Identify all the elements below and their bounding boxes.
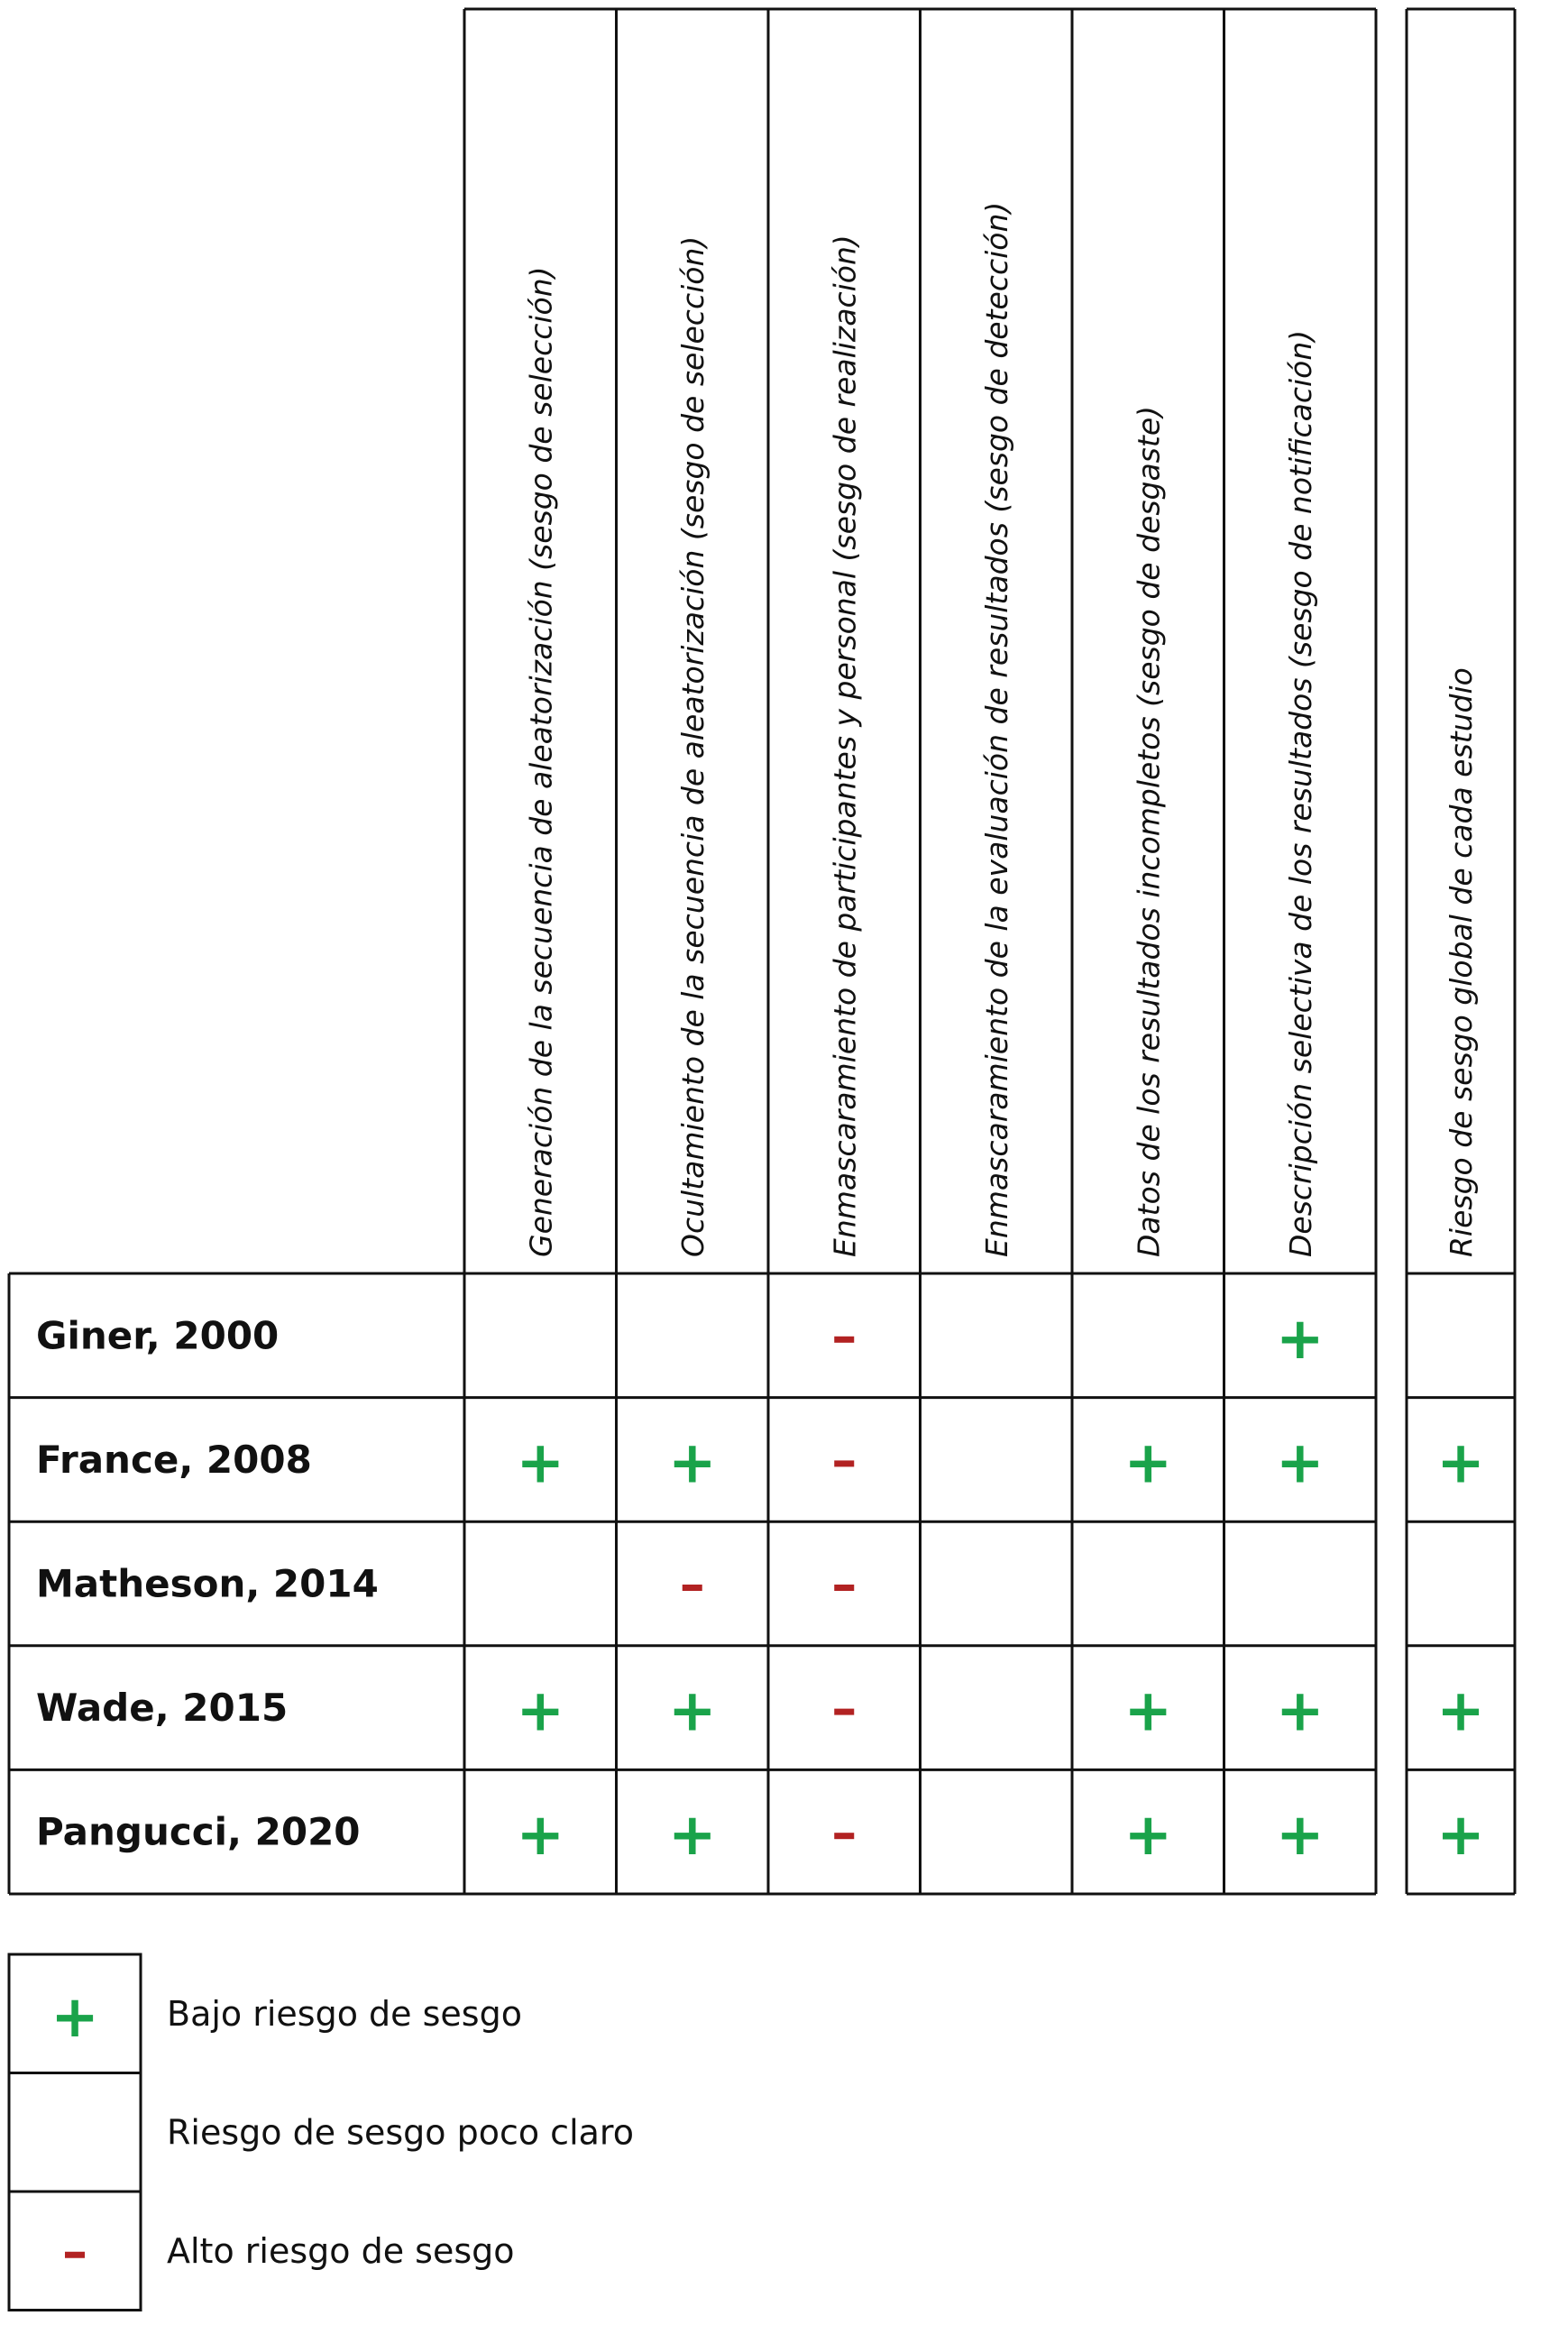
low-risk-mark: + — [667, 1429, 717, 1497]
column-headers — [523, 202, 1479, 1257]
table-row — [36, 1306, 1325, 1373]
domain-header: Descripción selectiva de los resultados (sesgo de notificación) — [1282, 329, 1318, 1257]
study-label: France, 2008 — [36, 1437, 312, 1482]
high-risk-mark — [834, 1585, 854, 1591]
low-risk-mark: + — [1275, 1677, 1325, 1745]
study-label: Giner, 2000 — [36, 1313, 280, 1358]
overall-low-risk-mark: + — [1436, 1802, 1485, 1870]
legend-label: Alto riesgo de sesgo — [167, 2230, 515, 2271]
high-risk-mark — [683, 1585, 702, 1591]
study-label: Matheson, 2014 — [36, 1561, 379, 1606]
legend-label: Bajo riesgo de sesgo — [167, 1993, 522, 2034]
legend-low-risk-mark: + — [50, 1983, 99, 2051]
low-risk-mark: + — [1275, 1802, 1325, 1870]
legend — [9, 1954, 634, 2311]
table-row — [36, 1802, 1485, 1869]
low-risk-mark: + — [1123, 1802, 1173, 1870]
study-rows — [36, 1306, 1485, 1869]
domain-header: Datos de los resultados incompletos (sesgo de desgaste) — [1131, 406, 1167, 1257]
overall-header: Riesgo de sesgo global de cada estudio — [1444, 667, 1479, 1257]
domain-header: Generación de la secuencia de aleatorización (sesgo de selección) — [523, 266, 559, 1257]
study-label: Pangucci, 2020 — [36, 1809, 361, 1854]
table-row — [36, 1562, 854, 1606]
low-risk-mark: + — [667, 1802, 717, 1870]
high-risk-mark — [834, 1337, 854, 1343]
low-risk-mark: + — [1123, 1677, 1173, 1745]
overall-low-risk-mark: + — [1436, 1677, 1485, 1745]
legend-label: Riesgo de sesgo poco claro — [167, 2112, 634, 2153]
high-risk-mark — [834, 1460, 854, 1466]
domain-header: Ocultamiento de la secuencia de aleatorización (sesgo de selección) — [674, 235, 711, 1257]
high-risk-mark — [834, 1709, 854, 1715]
low-risk-mark: + — [667, 1677, 717, 1745]
low-risk-mark: + — [516, 1802, 565, 1870]
low-risk-mark: + — [1275, 1429, 1325, 1497]
table-row — [36, 1678, 1485, 1745]
low-risk-mark: + — [516, 1677, 565, 1745]
study-label: Wade, 2015 — [36, 1686, 289, 1731]
high-risk-mark — [834, 1833, 854, 1839]
low-risk-mark: + — [1275, 1305, 1325, 1373]
low-risk-mark: + — [1123, 1429, 1173, 1497]
low-risk-mark: + — [516, 1429, 565, 1497]
domain-header: Enmascaramiento de la evaluación de resultados (sesgo de detección) — [978, 201, 1014, 1257]
overall-low-risk-mark: + — [1436, 1429, 1485, 1497]
domain-header: Enmascaramiento de participantes y personal (sesgo de realización) — [827, 234, 863, 1257]
table-row — [36, 1429, 1485, 1496]
legend-high-risk-mark — [65, 2252, 85, 2258]
